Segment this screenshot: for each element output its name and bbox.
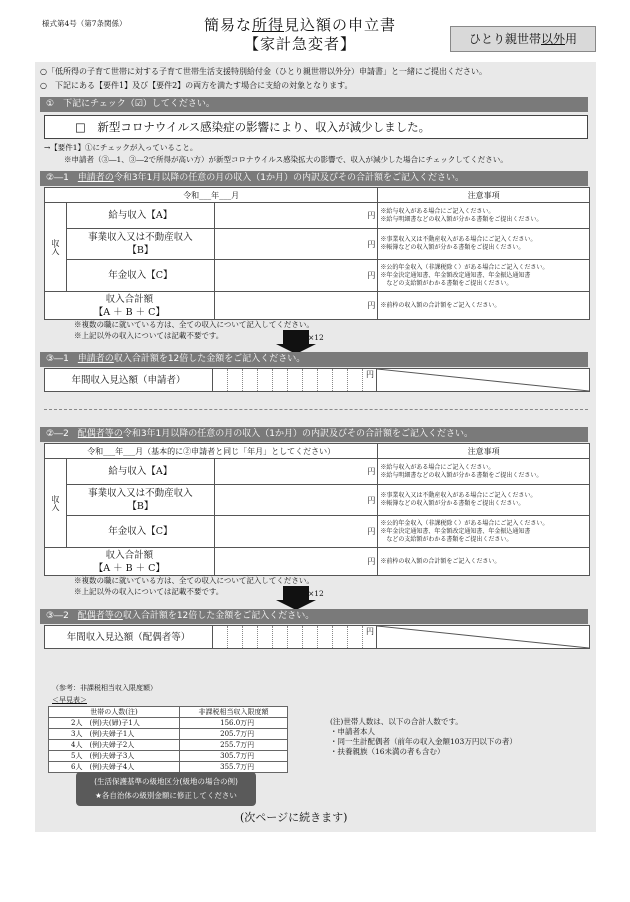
table-row: 2人 (例)夫(婦)子1人 156.0万円 bbox=[49, 718, 288, 729]
ref-head-people: 世帯の人数(注) bbox=[49, 707, 180, 718]
income-side-label: 収入 bbox=[45, 203, 67, 292]
intro-line-1: ○「低所得の子育て世帯に対する子育て世帯生活支援特別給付金（ひとり親世帯以外分）申請書」と一緒にご提出ください。 bbox=[40, 67, 487, 76]
diagonal-slash bbox=[377, 626, 589, 648]
reference-table bbox=[48, 706, 288, 773]
table-row: 4人 (例)夫婦子2人 255.7万円 bbox=[49, 740, 288, 751]
section2-1-header bbox=[40, 171, 588, 186]
applicant-annual-row bbox=[44, 368, 590, 392]
times-twelve: ×12 bbox=[308, 589, 324, 598]
reference-subtitle: ＜早見表＞ bbox=[52, 696, 87, 704]
continue-note: (次ページに続きます) bbox=[240, 811, 348, 824]
business-note: ※事業収入又は不動産収入がある場合にご記入ください。 ※帳簿などの収入額が分かる書類をご提出ください。 bbox=[378, 229, 590, 260]
salary-amount[interactable]: 円 bbox=[214, 459, 378, 485]
pension-note: ※公的年金収入（非課税除く）がある場合にご記入ください。 ※年金決定通知書、年金額改定通知書、年金振込通知書 などの支給額がわかる書類をご提出ください。 bbox=[378, 516, 590, 548]
yen-unit: 円 bbox=[367, 211, 376, 220]
total-label: 収入合計額 【A ＋ B ＋ C】 bbox=[45, 548, 215, 576]
salary-note: ※給与収入がある場合にご記入ください。 ※給与明細書などの収入額が分かる書類をご提出ください。 bbox=[378, 459, 590, 485]
page-title bbox=[150, 16, 450, 54]
badge-pre: ひとり親世帯 bbox=[468, 32, 541, 46]
total-amount[interactable]: 円 bbox=[214, 292, 378, 320]
section2-2-header: ②―2 配偶者等の令和3年1月以降の任意の月の収入（1か月）の内訳及びその合計額をご記入ください。 bbox=[40, 427, 588, 442]
title-post: 見込額の申立書 bbox=[284, 16, 397, 34]
form-number: 様式第4号（第7条関係） bbox=[42, 19, 127, 28]
salary-label: 給与収入【A】 bbox=[66, 203, 214, 229]
notes-heading: 注意事項 bbox=[378, 444, 590, 459]
pension-amount[interactable]: 円 bbox=[214, 260, 378, 292]
business-label: 事業収入又は不動産収入 【B】 bbox=[66, 485, 214, 516]
table-row: 3人 (例)夫婦子1人 205.7万円 bbox=[49, 729, 288, 740]
income-footnote-2: ※上記以外の収入については記載不要です。 bbox=[74, 331, 224, 340]
pension-note: ※公的年金収入（非課税除く）がある場合にご記入ください。 ※年金決定通知書、年金額改定通知書、年金振込通知書 などの支給額がわかる書類をご提出ください。 bbox=[378, 260, 590, 292]
income-footnote-1: ※複数の職に就いている方は、全ての収入について記入してください。 bbox=[74, 576, 314, 585]
intro-line-2: ○ 下記にある【要件1】及び【要件2】の両方を満たす場合に支給の対象となります。 bbox=[40, 81, 353, 90]
total-label: 収入合計額 【A ＋ B ＋ C】 bbox=[45, 292, 215, 320]
applicant-annual-label: 年間収入見込額（申請者） bbox=[45, 369, 213, 391]
income-footnote-2: ※上記以外の収入については記載不要です。 bbox=[74, 587, 224, 596]
badge-post: 用 bbox=[565, 32, 578, 46]
notes-heading: 注意事項 bbox=[378, 188, 590, 203]
salary-label: 給与収入【A】 bbox=[66, 459, 214, 485]
table-row: 5人 (例)夫婦子3人 305.7万円 bbox=[49, 751, 288, 762]
total-amount[interactable]: 円 bbox=[214, 548, 378, 576]
section3-1-header: ③―1 申請者の収入合計額を12倍した金額をご記入ください。 bbox=[40, 352, 588, 367]
spouse-month[interactable]: 令和___年___月（基本的に②申請者と同じ「年月」としてください） bbox=[45, 444, 378, 459]
pension-label: 年金収入【C】 bbox=[66, 260, 214, 292]
section3-2-header: ③―2 配偶者等の収入合計額を12倍した金額をご記入ください。 bbox=[40, 609, 588, 624]
diagonal-slash bbox=[377, 369, 589, 391]
section1-header: ① 下記にチェック（☑）してください。 bbox=[40, 97, 588, 112]
s21-post: 令和3年1月以降の任意の月の収入（1か月）の内訳及びその合計額をご記入ください。 bbox=[113, 173, 464, 183]
table-row: 6人 (例)夫婦子4人 355.7万円 bbox=[49, 762, 288, 773]
applicant-income-table bbox=[44, 187, 590, 320]
reference-title: （参考：非課税相当収入限度額） bbox=[52, 684, 157, 692]
spouse-income-table bbox=[44, 443, 590, 576]
income-side-label: 収入 bbox=[45, 459, 67, 548]
title-underlined: 所得 bbox=[251, 16, 284, 34]
household-type-badge bbox=[450, 26, 596, 52]
s21-pre: ②―1 bbox=[46, 173, 78, 183]
ref-head-limit: 非課税相当収入限度額 bbox=[180, 707, 288, 718]
total-note: ※前枠の収入額の合計額をご記入ください。 bbox=[378, 292, 590, 320]
pension-amount[interactable]: 円 bbox=[214, 516, 378, 548]
total-note: ※前枠の収入額の合計額をご記入ください。 bbox=[378, 548, 590, 576]
pension-label: 年金収入【C】 bbox=[66, 516, 214, 548]
spouse-annual-label: 年間収入見込額（配偶者等） bbox=[45, 626, 213, 648]
municipality-note-badge: (生活保護基準の級地区分(級地の場合の例) ★各自治体の級別金額に修正してください bbox=[76, 772, 256, 806]
applicant-annual-amount[interactable]: 円 bbox=[213, 369, 377, 391]
spouse-annual-amount[interactable]: 円 bbox=[213, 626, 377, 648]
business-label: 事業収入又は不動産収入 【B】 bbox=[66, 229, 214, 260]
salary-amount[interactable] bbox=[214, 203, 378, 229]
income-footnote-1: ※複数の職に就いている方は、全ての収入について記入してください。 bbox=[74, 320, 314, 329]
s21-u: 申請者の bbox=[77, 173, 114, 183]
section-divider bbox=[44, 409, 588, 410]
covid-checkbox[interactable]: □ 新型コロナウイルス感染症の影響により、収入が減少しました。 bbox=[44, 115, 588, 139]
title-subtitle: 【家計急変者】 bbox=[243, 35, 356, 53]
applicant-month[interactable]: 令和___年___月 bbox=[45, 188, 378, 203]
household-note: (注)世帯人数は、以下の合計人数です。 ・申請者本人 ・同一生計配偶者（前年の収入金額103万円以下の者） ・扶養親族（16未満の者も含む） bbox=[330, 717, 517, 756]
times-twelve: ×12 bbox=[308, 333, 324, 342]
badge-underlined: 以外 bbox=[540, 32, 565, 46]
salary-note: ※給与収入がある場合にご記入ください。 ※給与明細書などの収入額が分かる書類をご提出ください。 bbox=[378, 203, 590, 229]
requirement1-subnote: ※申請者（③―1、③―2で所得が高い方）が新型コロナウイルス感染拡大の影響で、収入が減少した場合にチェックしてください。 bbox=[64, 155, 508, 164]
spouse-annual-row bbox=[44, 625, 590, 649]
requirement1-note: →【要件1】①にチェックが入っていること。 bbox=[44, 143, 198, 152]
title-pre: 簡易な bbox=[203, 16, 252, 34]
business-amount[interactable]: 円 bbox=[214, 229, 378, 260]
business-amount[interactable]: 円 bbox=[214, 485, 378, 516]
business-note: ※事業収入又は不動産収入がある場合にご記入ください。 ※帳簿などの収入額が分かる書類をご提出ください。 bbox=[378, 485, 590, 516]
